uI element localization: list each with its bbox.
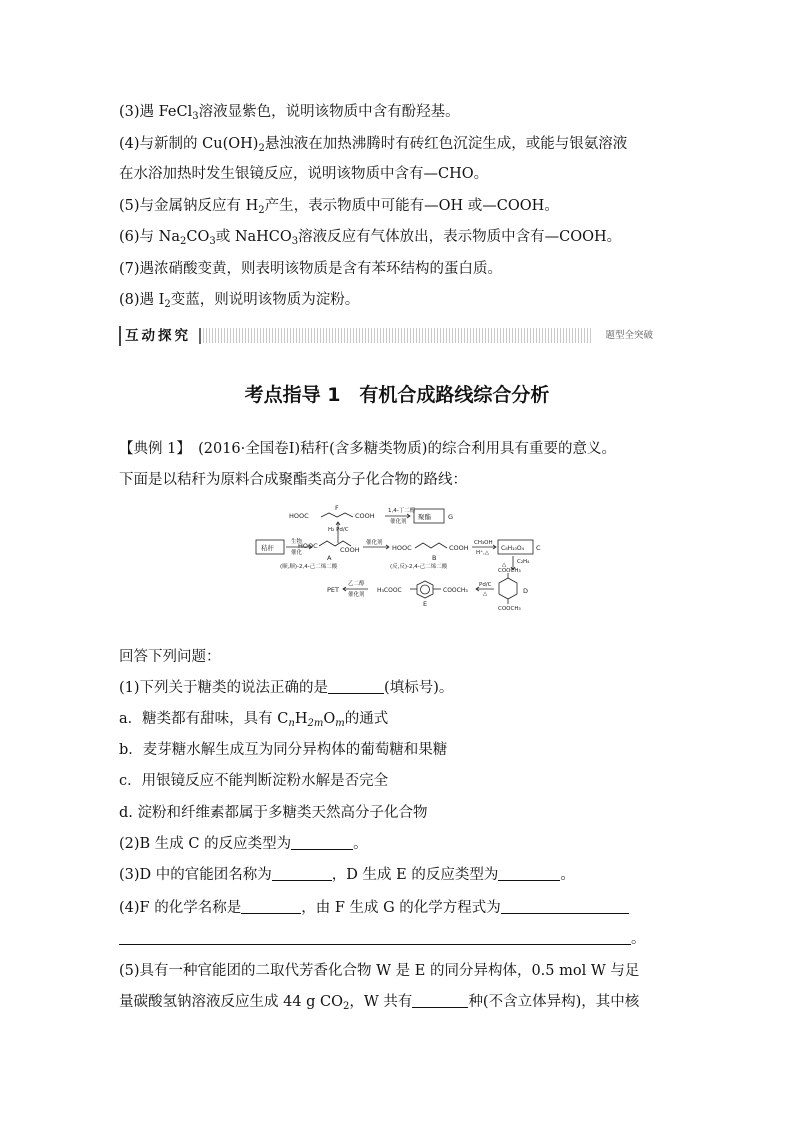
item-5: (5)与金属钠反应有 $H_2$产生，表示物质中可能有—OH 或—COOH。: [119, 198, 559, 216]
banner-label: 互动探究: [119, 326, 197, 346]
q3-answer-blank-1[interactable]: [272, 866, 332, 881]
item-3: (3)遇 FeCl$_3$溶液显紫色，说明该物质中含有酚羟基。: [119, 104, 460, 122]
f-hooc-label: HOOC: [289, 512, 309, 520]
pdc-label: Pd/C: [479, 582, 492, 588]
ch3oh-label: CH₃OH: [474, 540, 493, 546]
pet-label: PET: [327, 586, 339, 594]
q3-answer-blank-2[interactable]: [498, 866, 560, 881]
q4-answer-blank-3[interactable]: [119, 930, 631, 945]
a-hooc-label: HOOC: [298, 542, 318, 550]
delta-label: △: [502, 562, 507, 568]
d-cooch3-bottom: COOCH₃: [498, 606, 521, 612]
option-c: c．用银镜反应不能判断淀粉水解是否完全: [119, 773, 389, 789]
b-name-label: (反,反)-2,4-己二烯二酸: [390, 564, 448, 570]
e-h3cooc-label: H₃COOC: [377, 587, 402, 594]
glycol-label: 乙二醇: [348, 581, 365, 587]
section-title: 考点指导 1 有机合成路线综合分析: [244, 384, 550, 406]
a-label: A: [327, 554, 332, 562]
straw-label: 秸秆: [261, 544, 274, 552]
q4-answer-blank-2[interactable]: [501, 899, 629, 914]
d-cooch3-top: COOCH₃: [498, 568, 521, 574]
e-cooch3-label: COOCH₃: [443, 587, 468, 594]
example-line1: 【典例 1】 (2016·全国卷Ⅰ)秸秆(含多糖类物质)的综合利用具有重要的意义。: [119, 441, 616, 457]
f-cooh-label: COOH: [355, 512, 375, 520]
q4-answer-blank-1[interactable]: [241, 899, 301, 914]
item-4-line1: (4)与新制的 $Cu(OH)_2$悬浊液在加热沸腾时有砖红色沉淀生成，或能与银氨溶液: [119, 136, 628, 154]
section-banner: [119, 326, 679, 346]
question-3: (3)D 中的官能团名称为 ，D 生成 E 的反应类型为 。: [119, 867, 575, 883]
a-name-label: (顺,顺)-2,4-己二烯二酸: [280, 564, 338, 570]
polyester-label: 聚酯: [418, 513, 431, 521]
answer-intro: 回答下列问题：: [119, 649, 221, 665]
option-b: b．麦芽糖水解生成互为同分异构体的葡萄糖和果糖: [119, 742, 448, 758]
c-label: C: [536, 544, 541, 552]
question-5-line1: (5)具有一种官能团的二取代芳香化合物 W 是 E 的同分异构体，0.5 mol W 与足: [119, 963, 640, 979]
h-delta-label: H⁺,△: [476, 550, 490, 556]
catalyst-label-2: 催化剂: [366, 540, 383, 546]
item-6: (6)与 $Na_2CO_3$或 NaHCO$_3$溶液反应有气体放出，表示物质中含有—COOH。: [119, 229, 622, 247]
q2-answer-blank[interactable]: [291, 835, 353, 850]
a-cooh-label: COOH: [340, 546, 360, 554]
q1-answer-blank[interactable]: [328, 679, 384, 694]
question-4: (4)F 的化学名称是 ，由 F 生成 G 的化学方程式为: [119, 898, 679, 918]
h2-pdc-label: H₂ Pd/C: [328, 527, 349, 533]
catalyst-label-1: 催化剂: [390, 519, 407, 525]
question-4-cont: 。: [119, 929, 679, 949]
option-a: a．糖类都有甜味，具有 $C_nH_{2m}O_m$的通式: [119, 711, 389, 729]
bio-label: 生物: [291, 539, 303, 545]
catalyst-label-3: 催化剂: [348, 592, 365, 598]
d-label: D: [523, 587, 529, 595]
e-label: E: [423, 600, 428, 608]
delta-label-2: △: [483, 591, 488, 597]
butanediol-label: 1,4-丁二醇: [388, 508, 416, 514]
b-hooc-label: HOOC: [392, 544, 412, 552]
synthesis-route-diagram: [255, 500, 555, 630]
item-7: (7)遇浓硝酸变黄，则表明该物质是含有苯环结构的蛋白质。: [119, 261, 503, 277]
question-1: (1)下列关于糖类的说法正确的是 (填标号)。: [119, 680, 454, 696]
banner-tag: 题型全突破: [591, 328, 679, 343]
item-4-line2: 在水浴加热时发生银镜反应，说明该物质中含有—CHO。: [119, 166, 489, 182]
g-label: G: [448, 513, 454, 521]
catalysis-label: 催化: [291, 550, 303, 556]
example-line2: 下面是以秸秆为原料合成聚酯类高分子化合物的路线：: [119, 472, 467, 488]
b-cooh-label: COOH: [449, 544, 469, 552]
f-label: F: [335, 504, 339, 512]
option-d: d. 淀粉和纤维素都属于多糖类天然高分子化合物: [119, 805, 428, 821]
question-2: (2)B 生成 C 的反应类型为 。: [119, 836, 368, 852]
c2h4-label: C₂H₄: [517, 559, 530, 565]
c-formula-label: C₈H₁₀O₄: [501, 545, 525, 552]
question-5-line2: 量碳酸氢钠溶液反应生成 44 g $CO_2$，W 共有 种(不含立体异构)，其中核: [119, 994, 640, 1012]
item-8: (8)遇 $I_2$变蓝，则说明该物质为淀粉。: [119, 292, 360, 310]
q5-answer-blank[interactable]: [412, 993, 468, 1008]
b-label: B: [432, 554, 437, 562]
